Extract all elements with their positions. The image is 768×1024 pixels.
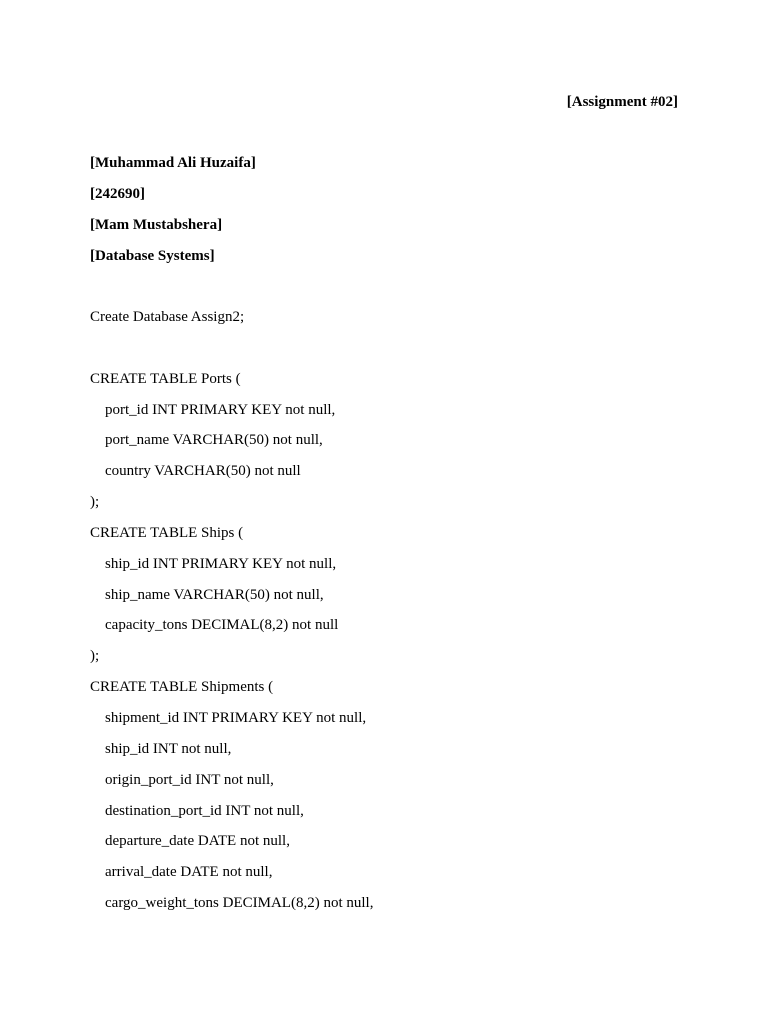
shipments-table-open: CREATE TABLE Shipments ( <box>90 679 274 695</box>
shipments-column-destination-port-id: destination_port_id INT not null, <box>105 803 304 819</box>
ships-column-ship-name: ship_name VARCHAR(50) not null, <box>105 587 324 603</box>
shipments-column-origin-port-id: origin_port_id INT not null, <box>105 772 274 788</box>
student-id: [242690] <box>90 186 145 202</box>
assignment-title: [Assignment #02] <box>566 94 678 110</box>
course-name: [Database Systems] <box>90 248 215 264</box>
shipments-column-arrival-date: arrival_date DATE not null, <box>105 864 273 880</box>
ships-column-capacity-tons: capacity_tons DECIMAL(8,2) not null <box>105 617 339 633</box>
shipments-column-ship-id: ship_id INT not null, <box>105 741 232 757</box>
ports-table-open: CREATE TABLE Ports ( <box>90 371 241 387</box>
ports-table-close: ); <box>90 494 100 510</box>
ports-column-port-name: port_name VARCHAR(50) not null, <box>105 432 323 448</box>
shipments-column-cargo-weight-tons: cargo_weight_tons DECIMAL(8,2) not null, <box>105 895 374 911</box>
instructor-name: [Mam Mustabshera] <box>90 217 223 233</box>
shipments-column-departure-date: departure_date DATE not null, <box>105 833 290 849</box>
create-database-statement: Create Database Assign2; <box>90 309 245 325</box>
ports-column-country: country VARCHAR(50) not null <box>105 463 301 479</box>
student-name: [Muhammad Ali Huzaifa] <box>90 155 256 171</box>
ships-column-ship-id: ship_id INT PRIMARY KEY not null, <box>105 556 337 572</box>
ports-column-port-id: port_id INT PRIMARY KEY not null, <box>105 402 336 418</box>
shipments-column-shipment-id: shipment_id INT PRIMARY KEY not null, <box>105 710 367 726</box>
ships-table-open: CREATE TABLE Ships ( <box>90 525 244 541</box>
ships-table-close: ); <box>90 648 100 664</box>
